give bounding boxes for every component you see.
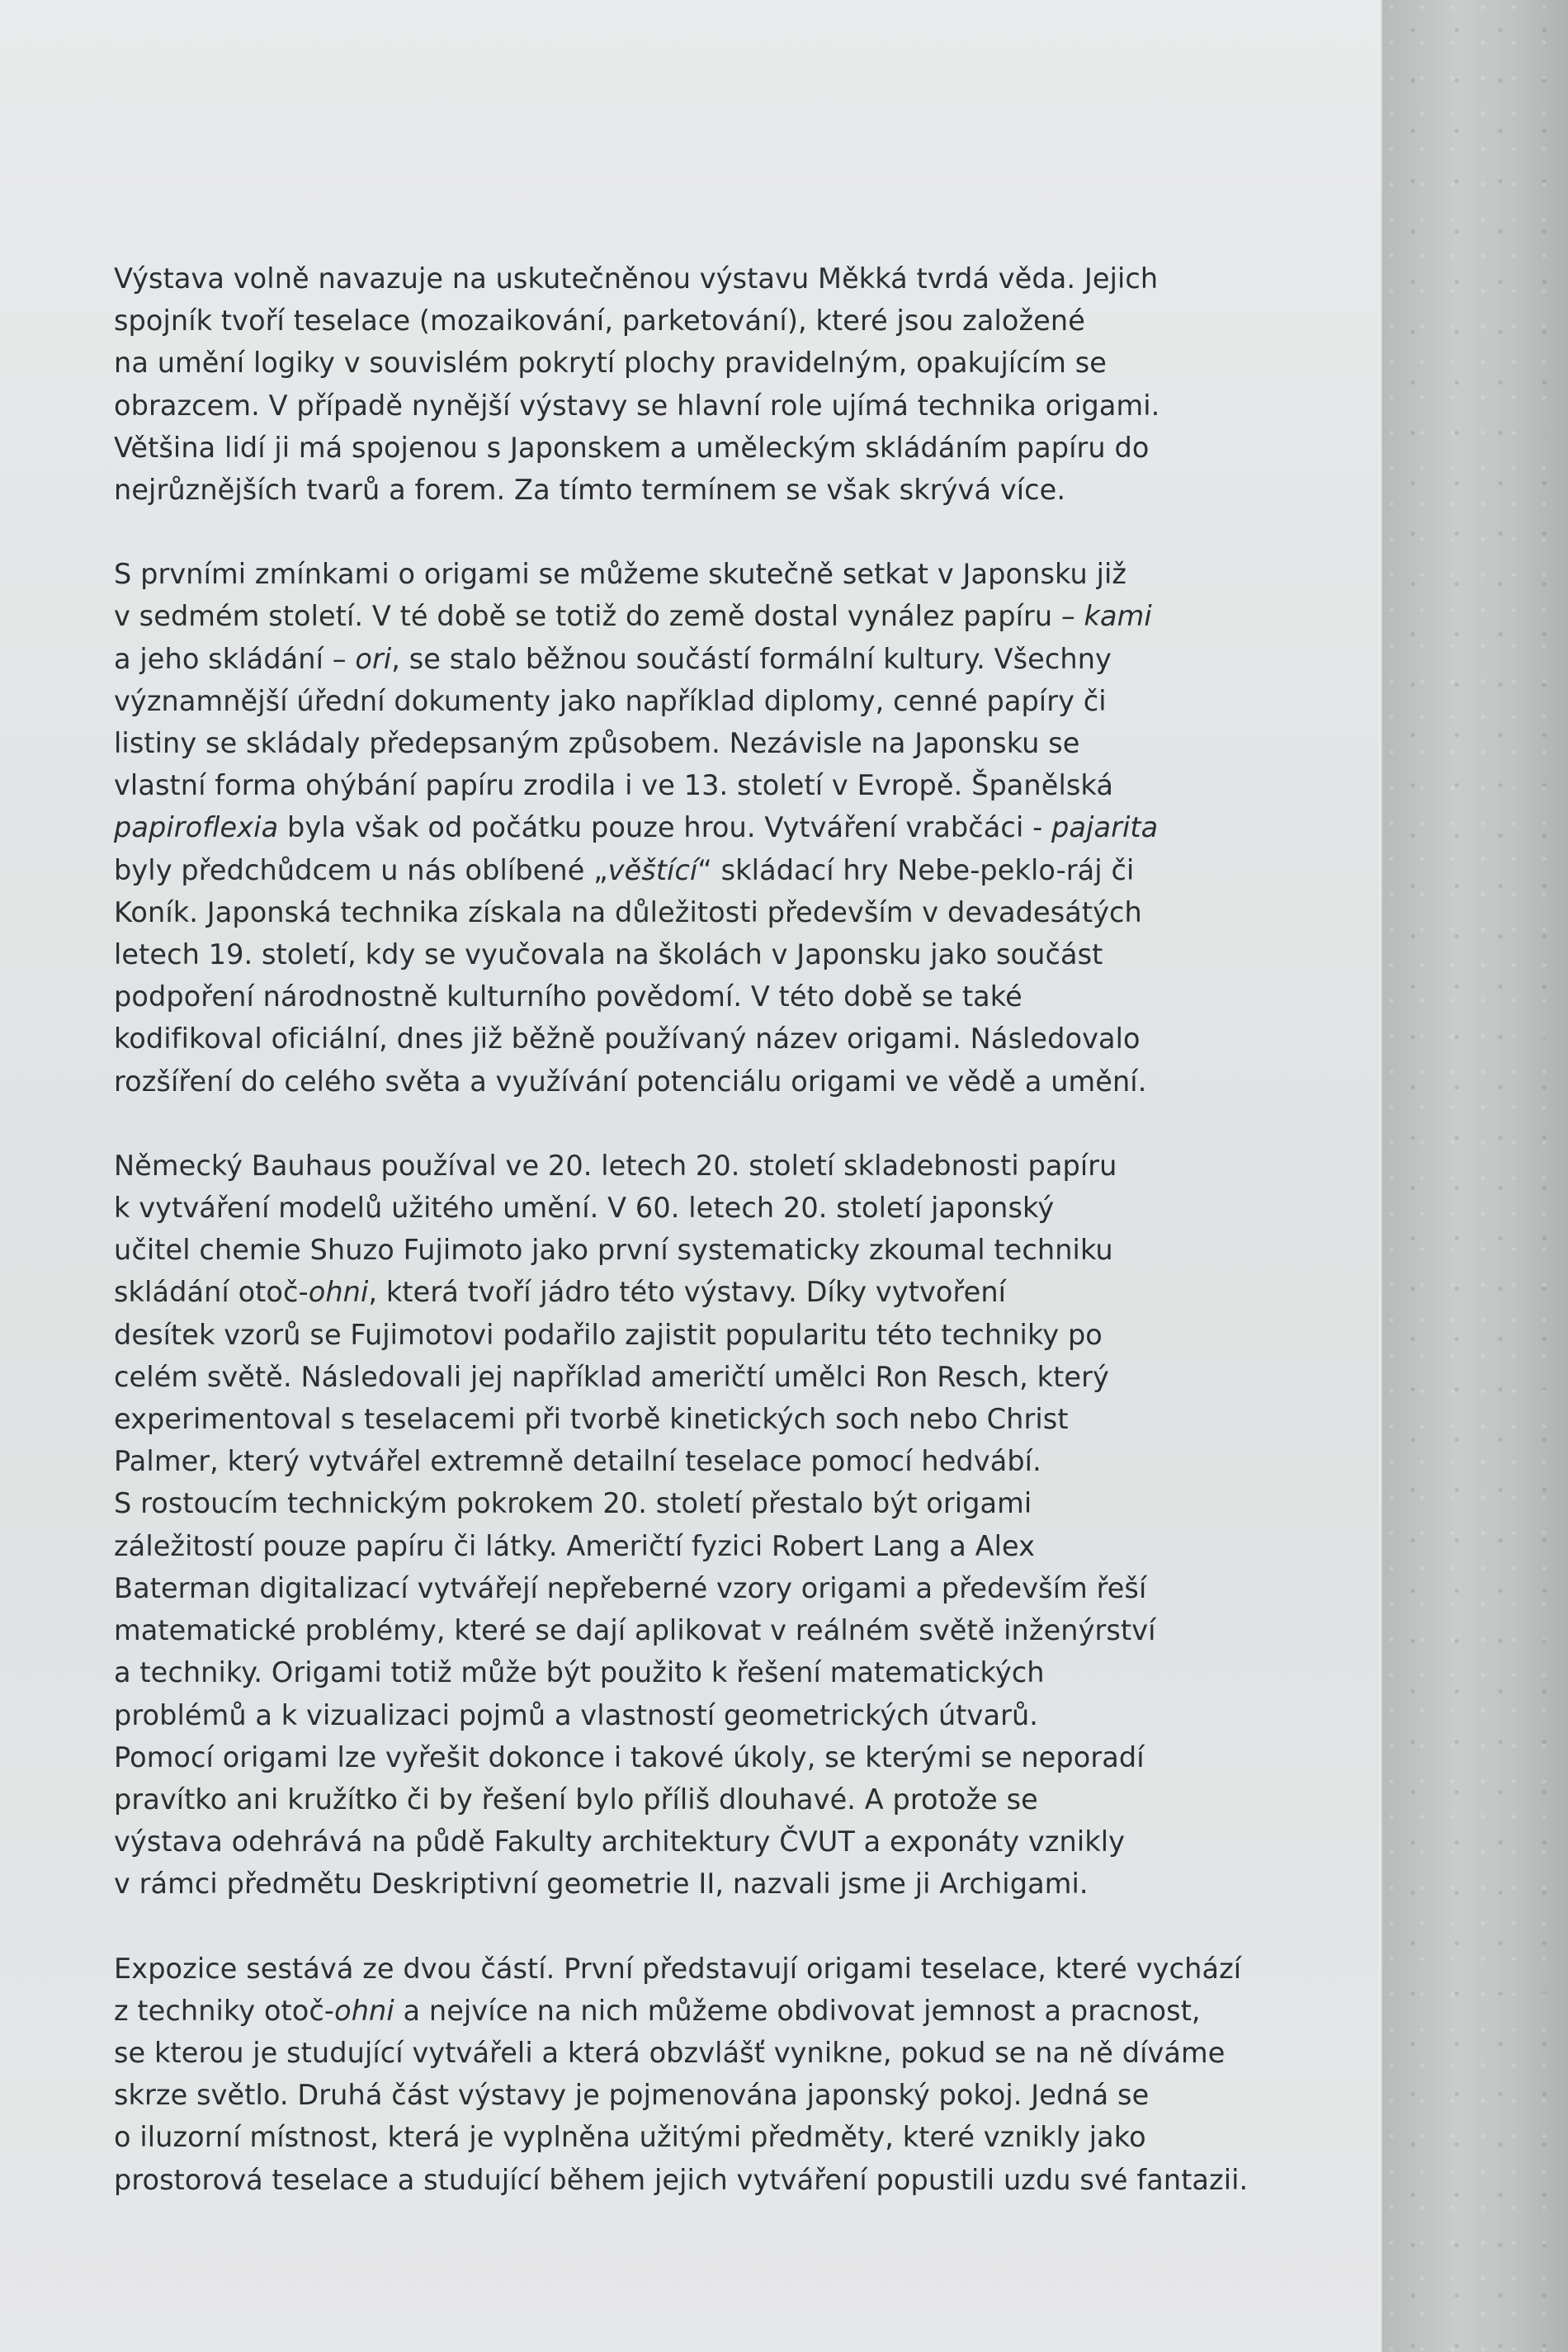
text-line (114, 2116, 1286, 2158)
text-line (114, 806, 1286, 848)
text-line (114, 553, 1286, 595)
text-segment: o iluzorní místnost, která je vyplněna užitými předměty, které vznikly jako (114, 2121, 1146, 2154)
text-line (114, 933, 1286, 975)
text-segment: Expozice sestává ze dvou částí. První představují origami teselace, které vychází (114, 1952, 1242, 1985)
text-line (114, 764, 1286, 806)
text-segment: v rámci předmětu Deskriptivní geometrie II, nazvali jsme ji Archigami. (114, 1868, 1089, 1901)
text-segment: experimentoval s teselacemi při tvorbě kinetických soch nebo Christ (114, 1403, 1069, 1436)
text-segment: problémů a k vizualizaci pojmů a vlastností geometrických útvarů. (114, 1698, 1039, 1731)
text-segment: obrazcem. V případě nynější výstavy se hlavní role ujímá technika origami. (114, 389, 1160, 422)
text-line (114, 257, 1286, 300)
text-line (114, 1694, 1286, 1736)
text-line (114, 1736, 1286, 1778)
text-segment: kodifikoval oficiální, dnes již běžně používaný název origami. Následovalo (114, 1023, 1141, 1056)
text-segment: , která tvoří jádro této výstavy. Díky vytvoření (368, 1276, 1007, 1309)
text-segment: výstava odehrává na půdě Fakulty architektury ČVUT a exponáty vznikly (114, 1825, 1126, 1858)
text-segment: S prvními zmínkami o origami se můžeme skutečně setkat v Japonsku již (114, 558, 1127, 591)
text-segment: a techniky. Origami totiž může být použito k řešení matematických (114, 1656, 1045, 1689)
text-segment: a nejvíce na nich můžeme obdivovat jemnost a pracnost, (394, 1994, 1201, 2027)
text-segment: matematické problémy, které se dají aplikovat v reálném světě inženýrství (114, 1614, 1156, 1647)
text-segment: Baterman digitalizací vytvářejí nepřeberné vzory origami a především řeší (114, 1571, 1147, 1604)
text-segment: skrze světlo. Druhá část výstavy je pojmenována japonský pokoj. Jedná se (114, 2079, 1150, 2112)
text-line (114, 2074, 1286, 2116)
text-segment: Palmer, který vytvářel extremně detailní teselace pomocí hedvábí. (114, 1445, 1041, 1478)
text-segment: k vytváření modelů užitého umění. V 60. letech 20. století japonský (114, 1192, 1055, 1225)
text-line (114, 722, 1286, 764)
italic-term: ori (355, 642, 392, 675)
text-segment: Pomocí origami lze vyřešit dokonce i takové úkoly, se kterými se neporadí (114, 1740, 1145, 1773)
text-line (114, 1060, 1286, 1103)
text-line (114, 1609, 1286, 1651)
text-line (114, 891, 1286, 933)
text-line (114, 638, 1286, 680)
text-line (114, 1651, 1286, 1693)
exhibition-text (114, 257, 1286, 2243)
concrete-wall (1382, 0, 1568, 2352)
text-segment: nejrůznějších tvarů a forem. Za tímto termínem se však skrývá více. (114, 474, 1066, 507)
text-line (114, 342, 1286, 384)
text-segment: S rostoucím technickým pokrokem 20. století přestalo být origami (114, 1487, 1032, 1520)
text-line (114, 1187, 1286, 1229)
text-segment: , se stalo běžnou součástí formální kultury. Všechny (391, 642, 1112, 675)
italic-term: kami (1084, 600, 1152, 633)
text-segment: Německý Bauhaus používal ve 20. letech 20. století skladebnosti papíru (114, 1149, 1117, 1182)
text-line (114, 1525, 1286, 1567)
text-segment: Výstava volně navazuje na uskutečněnou výstavu Měkká tvrdá věda. Jejich (114, 262, 1159, 295)
text-line (114, 595, 1286, 637)
text-segment: skládání otoč- (114, 1276, 309, 1309)
text-line (114, 1356, 1286, 1398)
paragraph-4 (114, 1948, 1286, 2201)
text-line (114, 1778, 1286, 1821)
paragraph-2 (114, 553, 1286, 1103)
text-line (114, 1990, 1286, 2032)
paragraph-1 (114, 257, 1286, 511)
italic-term: věštící (607, 853, 698, 886)
text-segment: na umění logiky v souvislém pokrytí plochy pravidelným, opakujícím se (114, 347, 1107, 380)
text-segment: byla však od počátku pouze hrou. Vytváření vrabčáci - (278, 811, 1052, 844)
text-segment: Většina lidí ji má spojenou s Japonskem a uměleckým skládáním papíru do (114, 431, 1150, 464)
text-segment: významnější úřední dokumenty jako například diplomy, cenné papíry či (114, 684, 1107, 717)
text-segment: letech 19. století, kdy se vyučovala na školách v Japonsku jako součást (114, 938, 1103, 971)
text-segment: vlastní forma ohýbání papíru zrodila i ve 13. století v Evropě. Španělská (114, 769, 1113, 802)
text-line (114, 1314, 1286, 1356)
text-line (114, 1821, 1286, 1863)
text-line (114, 1229, 1286, 1271)
text-line (114, 469, 1286, 511)
text-line (114, 1482, 1286, 1524)
text-line (114, 1863, 1286, 1905)
text-line (114, 680, 1286, 722)
text-segment: pravítko ani kružítko či by řešení bylo příliš dlouhavé. A protože se (114, 1783, 1038, 1816)
italic-term: ohni (334, 1994, 394, 2027)
text-line (114, 1440, 1286, 1482)
text-segment: byly předchůdcem u nás oblíbené „ (114, 853, 608, 886)
paragraph-3 (114, 1145, 1286, 1906)
text-segment: záležitostí pouze papíru či látky. Američtí fyzici Robert Lang a Alex (114, 1529, 1036, 1562)
text-segment: “ skládací hry Nebe-peklo-ráj či (697, 853, 1135, 886)
text-segment: z techniky otoč- (114, 1994, 335, 2027)
text-line (114, 427, 1286, 469)
text-segment: desítek vzorů se Fujimotovi podařilo zajistit popularitu této techniky po (114, 1318, 1103, 1351)
text-line (114, 1567, 1286, 1609)
text-segment: prostorová teselace a studující během jejich vytváření popustili uzdu své fantazii. (114, 2163, 1249, 2196)
text-line (114, 1948, 1286, 1990)
text-line (114, 975, 1286, 1018)
text-segment: spojník tvoří teselace (mozaikování, parketování), které jsou založené (114, 305, 1085, 338)
italic-term: ohni (308, 1276, 369, 1309)
text-line (114, 300, 1286, 342)
text-line (114, 385, 1286, 427)
text-segment: se kterou je studující vytvářeli a která obzvlášť vynikne, pokud se na ně díváme (114, 2036, 1226, 2069)
text-segment: učitel chemie Shuzo Fujimoto jako první systematicky zkoumal techniku (114, 1234, 1113, 1267)
text-segment: v sedmém století. V té době se totiž do země dostal vynález papíru – (114, 600, 1084, 633)
text-line (114, 1271, 1286, 1313)
italic-term: papiroflexia (114, 811, 279, 844)
text-segment: a jeho skládání – (114, 642, 356, 675)
text-segment: listiny se skládaly předepsaným způsobem. Nezávisle na Japonsku se (114, 727, 1080, 760)
text-segment: podpoření národnostně kulturního povědomí. V této době se také (114, 980, 1023, 1013)
italic-term: pajarita (1051, 811, 1159, 844)
text-segment: rozšíření do celého světa a využívání potenciálu origami ve vědě a umění. (114, 1065, 1147, 1098)
text-line (114, 849, 1286, 891)
text-line (114, 1398, 1286, 1440)
text-segment: Koník. Japonská technika získala na důležitosti především v devadesátých (114, 895, 1142, 928)
text-line (114, 1018, 1286, 1060)
text-segment: celém světě. Následovali jej například američtí umělci Ron Resch, který (114, 1360, 1109, 1393)
text-line (114, 2159, 1286, 2201)
text-line (114, 2032, 1286, 2074)
text-line (114, 1145, 1286, 1187)
